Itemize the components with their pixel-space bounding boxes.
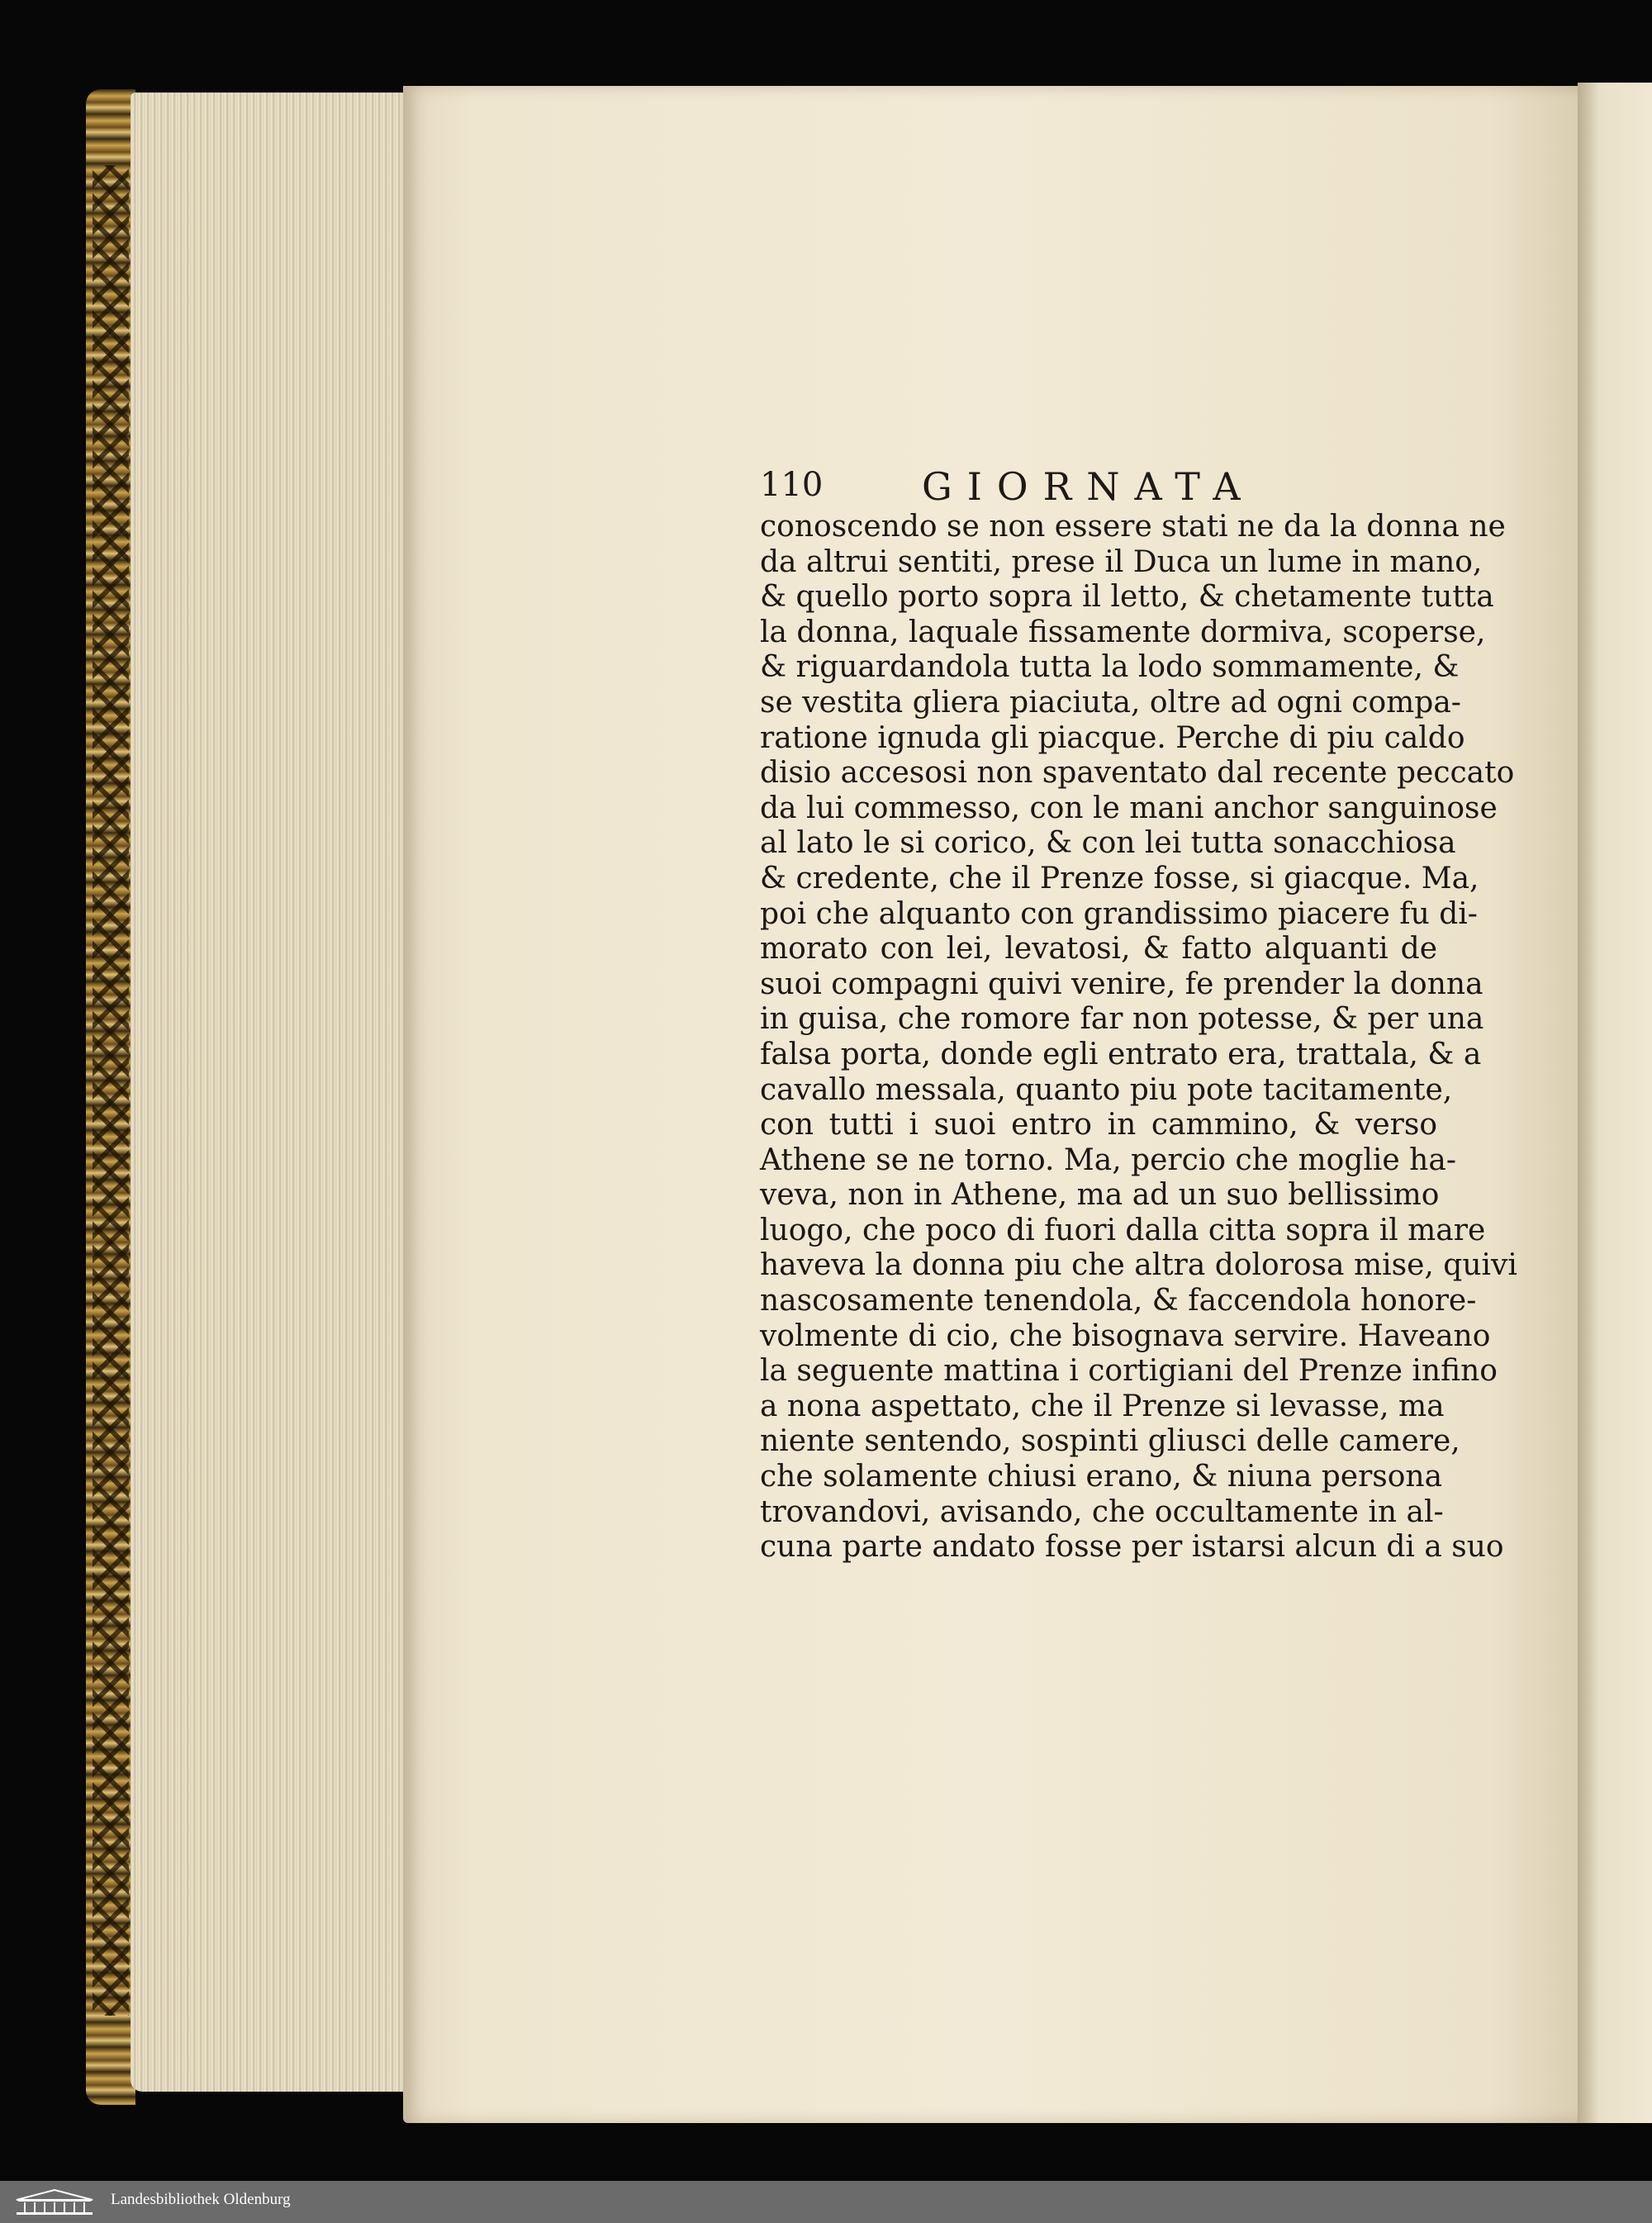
text-line: al lato le si corico, & con lei tutta sonacchiosa <box>760 826 1456 861</box>
text-line: conoscendo se non essere stati ne da la donna ne <box>760 510 1506 544</box>
library-footer <box>0 2181 1652 2223</box>
text-line: & riguardandola tutta la lodo sommamente, & <box>760 650 1460 685</box>
text-line: morato con lei, levatosi, & fatto alquanti de <box>760 932 1437 967</box>
text-line: da altrui sentiti, prese il Duca un lume in mano, <box>760 544 1483 579</box>
text-line: volmente di cio, che bisognava servire. Haveano <box>760 1318 1491 1353</box>
text-line: cavallo messala, quanto piu pote tacitamente, <box>760 1072 1453 1107</box>
text-line: da lui commesso, con le mani anchor sanguinose <box>760 791 1498 825</box>
text-line: cuna parte andato fosse per istarsi alcun di a suo <box>760 1530 1504 1565</box>
text-line: suoi compagni quivi venire, fe prender la donna <box>760 967 1483 1001</box>
text-line: & quello porto sopra il letto, & chetamente tutta <box>760 580 1494 615</box>
text-line: nascosamente tenendola, & faccendola honore- <box>760 1284 1477 1318</box>
text-line: poi che alquanto con grandissimo piacere fu di- <box>760 896 1478 931</box>
library-name: Landesbibliothek Oldenburg <box>111 2191 291 2208</box>
text-line: se vestita gliera piaciuta, oltre ad ogni compa- <box>760 685 1461 720</box>
text-line: a nona aspettato, che il Prenze si levasse, ma <box>760 1389 1445 1423</box>
text-line: che solamente chiusi erano, & niuna persona <box>760 1460 1443 1494</box>
text-line: falsa porta, donde egli entrato era, trattala, & a <box>760 1037 1482 1071</box>
running-head: GIORNATA <box>922 464 1256 509</box>
text-line: in guisa, che romore far non potesse, & per una <box>760 1002 1484 1037</box>
text-line: niente sentendo, sospinti gliusci delle camere, <box>760 1424 1460 1459</box>
text-line: Athene se ne torno. Ma, percio che moglie ha- <box>760 1142 1456 1177</box>
text-line: disio accesosi non spaventato dal recente peccato <box>760 756 1515 791</box>
spine-ornament <box>93 165 129 2016</box>
text-line: ratione ignuda gli piacque. Perche di piu caldo <box>760 720 1465 755</box>
text-line: veva, non in Athene, ma ad un suo bellissimo <box>760 1178 1440 1213</box>
text-line: con tutti i suoi entro in cammino, & verso <box>760 1108 1437 1142</box>
text-line: trovandovi, avisando, che occultamente in al- <box>760 1494 1444 1529</box>
text-line: la seguente mattina i cortigiani del Prenze infino <box>760 1354 1498 1389</box>
page-block-edges <box>131 93 411 2092</box>
page-number: 110 <box>760 466 824 504</box>
facing-page-edge <box>1578 83 1652 2123</box>
body-text <box>760 510 1517 1565</box>
library-building-icon <box>13 2188 96 2216</box>
text-line: luogo, che poco di fuori dalla citta sopra il mare <box>760 1213 1486 1247</box>
text-line: la donna, laquale fissamente dormiva, scoperse, <box>760 615 1486 649</box>
page-header <box>760 464 1421 511</box>
text-line: haveva la donna piu che altra dolorosa mise, quivi <box>760 1248 1517 1283</box>
text-line: & credente, che il Prenze fosse, si giacque. Ma, <box>760 861 1479 895</box>
